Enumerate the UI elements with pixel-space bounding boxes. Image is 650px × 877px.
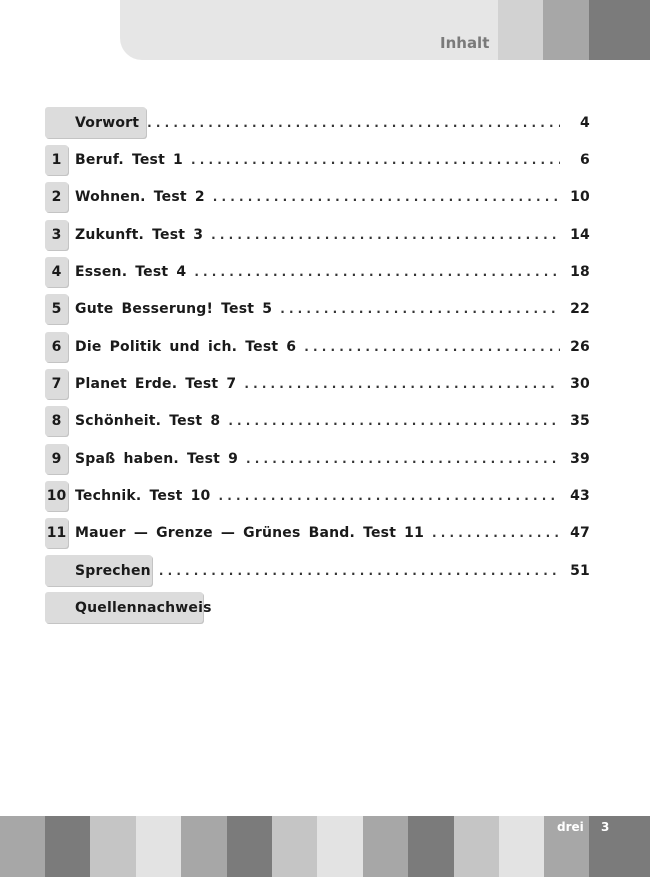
footer-swatch <box>45 816 90 877</box>
header-swatch-dark <box>589 0 650 60</box>
toc-page-number: 22 <box>570 300 590 317</box>
page-title: Inhalt <box>440 34 490 52</box>
leader-dots <box>246 452 560 466</box>
toc-entry-chapter[interactable] <box>45 181 590 211</box>
toc-page-number: 35 <box>570 412 590 429</box>
toc-entry-content <box>75 480 590 511</box>
toc-entry-title: Quellennachweis <box>75 599 212 616</box>
toc-page-number: 18 <box>570 263 590 280</box>
toc-entry-title: Essen. Test 4 <box>75 263 187 280</box>
toc-entry-title: Die Politik und ich. Test 6 <box>75 338 297 355</box>
chapter-number: 9 <box>45 444 68 474</box>
chapter-number: 11 <box>45 518 68 548</box>
leader-dots <box>280 302 560 316</box>
footer-page-word: drei <box>557 820 584 834</box>
toc-entry-title: Technik. Test 10 <box>75 487 211 504</box>
toc-entry-content <box>75 219 590 250</box>
leader-dots <box>191 153 560 167</box>
chapter-number: 10 <box>45 481 68 511</box>
chapter-number: 8 <box>45 406 68 436</box>
chapter-number: 7 <box>45 369 68 399</box>
chapter-number: 1 <box>45 145 68 175</box>
footer-swatch <box>317 816 363 877</box>
toc-entry-chapter[interactable] <box>45 405 590 435</box>
leader-dots <box>147 116 560 130</box>
toc-entry-content <box>75 181 590 212</box>
toc-entry-chapter[interactable] <box>45 144 590 174</box>
toc-page-number: 6 <box>580 151 590 168</box>
toc-entry-title: Gute Besserung! Test 5 <box>75 300 273 317</box>
footer-swatch <box>227 816 272 877</box>
toc-entry-chapter[interactable] <box>45 331 590 361</box>
footer-swatch <box>272 816 317 877</box>
toc-entry-chapter[interactable] <box>45 293 590 323</box>
toc-entry-content <box>75 592 590 623</box>
leader-dots <box>211 228 560 242</box>
footer-color-strip <box>0 816 650 877</box>
leader-dots <box>219 489 561 503</box>
header-swatch-light <box>498 0 543 60</box>
header-swatch-mid <box>543 0 589 60</box>
toc-entry-content <box>75 555 590 586</box>
toc-entry-title: Wohnen. Test 2 <box>75 188 205 205</box>
toc-entry-content <box>75 107 590 138</box>
toc-entry-title: Vorwort <box>75 114 140 131</box>
toc-entry-chapter[interactable] <box>45 443 590 473</box>
toc-page-number: 39 <box>570 450 590 467</box>
leader-dots <box>213 190 560 204</box>
toc-entry-title: Zukunft. Test 3 <box>75 226 204 243</box>
toc-page-number: 4 <box>580 114 590 131</box>
toc-entry-sprechen[interactable] <box>45 555 590 585</box>
leader-dots <box>159 564 560 578</box>
toc-entry-content <box>75 331 590 362</box>
toc-entry-vorwort[interactable] <box>45 107 590 137</box>
toc-entry-chapter[interactable] <box>45 517 590 547</box>
footer-swatch <box>363 816 408 877</box>
footer-swatch <box>589 816 650 877</box>
toc-entry-title: Mauer — Grenze — Grünes Band. Test 11 <box>75 524 425 541</box>
leader-dots <box>432 526 560 540</box>
footer-swatch <box>181 816 227 877</box>
toc-entry-content <box>75 405 590 436</box>
chapter-number: 2 <box>45 182 68 212</box>
toc-page-number: 47 <box>570 524 590 541</box>
toc-page-number: 43 <box>570 487 590 504</box>
footer-swatch <box>454 816 499 877</box>
toc-entry-content <box>75 443 590 474</box>
chapter-number: 5 <box>45 294 68 324</box>
toc-entry-content <box>75 293 590 324</box>
toc-page-number: 30 <box>570 375 590 392</box>
toc-page-number: 51 <box>570 562 590 579</box>
toc-entry-title: Beruf. Test 1 <box>75 151 183 168</box>
footer-swatch <box>90 816 136 877</box>
toc-entry-title: Planet Erde. Test 7 <box>75 375 237 392</box>
footer-swatch <box>136 816 181 877</box>
toc-page-number: 14 <box>570 226 590 243</box>
leader-dots <box>194 265 560 279</box>
toc-entry-content <box>75 517 590 548</box>
footer-swatch <box>408 816 454 877</box>
toc-entry-title: Sprechen <box>75 562 151 579</box>
footer-swatch <box>499 816 544 877</box>
leader-dots <box>244 377 560 391</box>
toc-entry-chapter[interactable] <box>45 368 590 398</box>
footer-swatch <box>0 816 45 877</box>
toc-entry-content <box>75 368 590 399</box>
toc-entry-quellennachweis[interactable] <box>45 592 590 622</box>
toc-page-number: 10 <box>570 188 590 205</box>
chapter-number: 4 <box>45 257 68 287</box>
toc-entry-title: Spaß haben. Test 9 <box>75 450 239 467</box>
chapter-number: 3 <box>45 220 68 250</box>
toc-entry-chapter[interactable] <box>45 219 590 249</box>
toc-entry-chapter[interactable] <box>45 480 590 510</box>
toc-entry-content <box>75 256 590 287</box>
chapter-number: 6 <box>45 332 68 362</box>
toc-entry-title: Schönheit. Test 8 <box>75 412 221 429</box>
toc-entry-chapter[interactable] <box>45 256 590 286</box>
leader-dots <box>304 340 560 354</box>
toc-page-number: 26 <box>570 338 590 355</box>
toc-entry-content <box>75 144 590 175</box>
leader-dots <box>228 414 560 428</box>
footer-page-number: 3 <box>601 820 610 834</box>
